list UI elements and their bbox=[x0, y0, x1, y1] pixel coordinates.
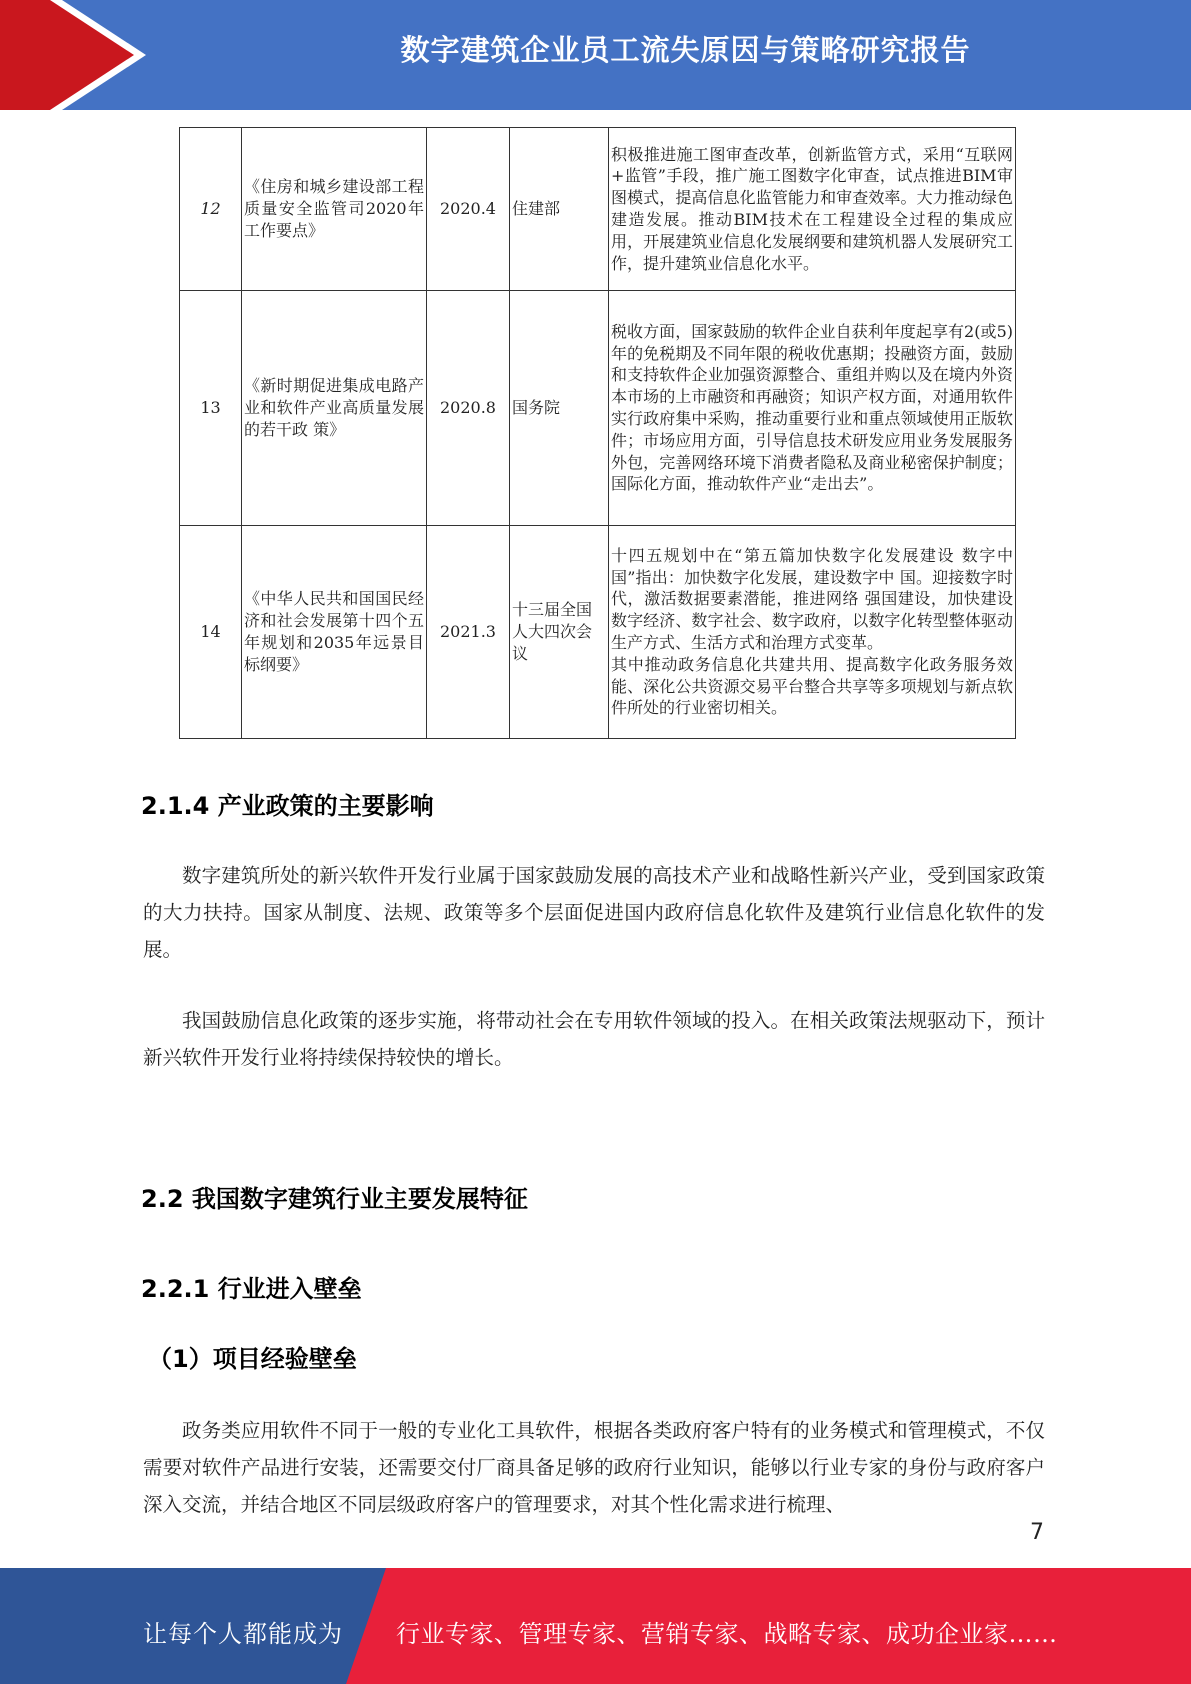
policy-date: 2020.8 bbox=[427, 291, 510, 526]
paragraph: 我国鼓励信息化政策的逐步实施，将带动社会在专用软件领域的投入。在相关政策法规驱动下，预计新兴软件开发行业将持续保持较快的增长。 bbox=[143, 1009, 1045, 1069]
header-arrow-decoration bbox=[0, 0, 150, 110]
policy-department: 十三届全国人大四次会议 bbox=[510, 526, 609, 739]
policy-content: 十四五规划中在“第五篇加快数字化发展建设 数字中国”指出：加快数字化发展，建设数字中 国。迎接数字时代，激活数据要素潜能，推进网络 强国建设，加快建设数字经济、数字社会、数字政府，以数字化转型整体驱动生产方式、生活方式和治理方式变革。 bbox=[611, 545, 1013, 652]
policy-content-extra: 其中推动政务信息化共建共用、提高数字化政务服务效能、深化公共资源交易平台整合共享等多项规划与新点软件所处的行业密切相关。 bbox=[611, 654, 1013, 718]
page-number: 7 bbox=[1030, 1520, 1044, 1545]
policy-content: 税收方面，国家鼓励的软件企业自获利年度起享有2(或5)年的免税期及不同年限的税收优惠期；投融资方面，鼓励和支持软件企业加强资源整合、重组并购以及在境内外资本市场的上市融资和再融资；知识产权方面，对通用软件实行政府集中采购，推动重要行业和重点领域使用正版软件；市场应用方面，引导信息技术研发应用业务发展服务外包，完善网络环境下消费者隐私及商业秘密保护制度；国际化方面，推动软件产业“走出去”。 bbox=[609, 291, 1016, 526]
page-header bbox=[0, 0, 1191, 110]
policy-content-cell bbox=[609, 526, 1016, 739]
section-heading-2-2-1: 2.2.1 行业进入壁垒 bbox=[141, 1275, 362, 1303]
policy-name: 《住房和城乡建设部工程质量安全监管司2020年工作要点》 bbox=[242, 128, 427, 291]
table-row bbox=[180, 526, 1016, 739]
row-number: 13 bbox=[180, 291, 242, 526]
table-row bbox=[180, 128, 1016, 291]
footer-slogan-left: 让每个人都能成为 bbox=[143, 1620, 343, 1648]
policy-name: 《中华人民共和国国民经济和社会发展第十四个五年规划和2035年远景目标纲要》 bbox=[242, 526, 427, 739]
row-number: 14 bbox=[180, 526, 242, 739]
report-title: 数字建筑企业员工流失原因与策略研究报告 bbox=[400, 33, 971, 67]
page-footer bbox=[0, 1568, 1191, 1684]
policy-date: 2021.3 bbox=[427, 526, 510, 739]
policy-department: 住建部 bbox=[510, 128, 609, 291]
policy-date: 2020.4 bbox=[427, 128, 510, 291]
footer-slogan-right: 行业专家、管理专家、营销专家、战略专家、成功企业家…… bbox=[396, 1620, 1058, 1648]
section-heading-2-2: 2.2 我国数字建筑行业主要发展特征 bbox=[141, 1185, 528, 1213]
policy-content: 积极推进施工图审查改革，创新监管方式，采用“互联网+监管”手段，推广施工图数字化审查，试点推进BIM审图模式，提高信息化监管能力和审查效率。大力推动绿色建造发展。推动BIM技术在工程建设全过程的集成应用，开展建筑业信息化发展纲要和建筑机器人发展研究工作，提升建筑业信息化水平。 bbox=[609, 128, 1016, 291]
paragraph: 政务类应用软件不同于一般的专业化工具软件，根据各类政府客户特有的业务模式和管理模式，不仅需要对软件产品进行安装，还需要交付厂商具备足够的政府行业知识，能够以行业专家的身份与政府客户深入交流，并结合地区不同层级政府客户的管理要求，对其个性化需求进行梳理、 bbox=[143, 1419, 1045, 1516]
table-row bbox=[180, 291, 1016, 526]
subsection-heading: （1）项目经验壁垒 bbox=[148, 1345, 357, 1373]
policy-table bbox=[179, 127, 1016, 739]
section-heading-2-1-4: 2.1.4 产业政策的主要影响 bbox=[141, 792, 434, 820]
policy-department: 国务院 bbox=[510, 291, 609, 526]
paragraph: 数字建筑所处的新兴软件开发行业属于国家鼓励发展的高技术产业和战略性新兴产业，受到国家政策的大力扶持。国家从制度、法规、政策等多个层面促进国内政府信息化软件及建筑行业信息化软件的发展。 bbox=[143, 864, 1045, 961]
policy-name: 《新时期促进集成电路产业和软件产业高质量发展的若干政 策》 bbox=[242, 291, 427, 526]
row-number: 12 bbox=[180, 128, 242, 291]
